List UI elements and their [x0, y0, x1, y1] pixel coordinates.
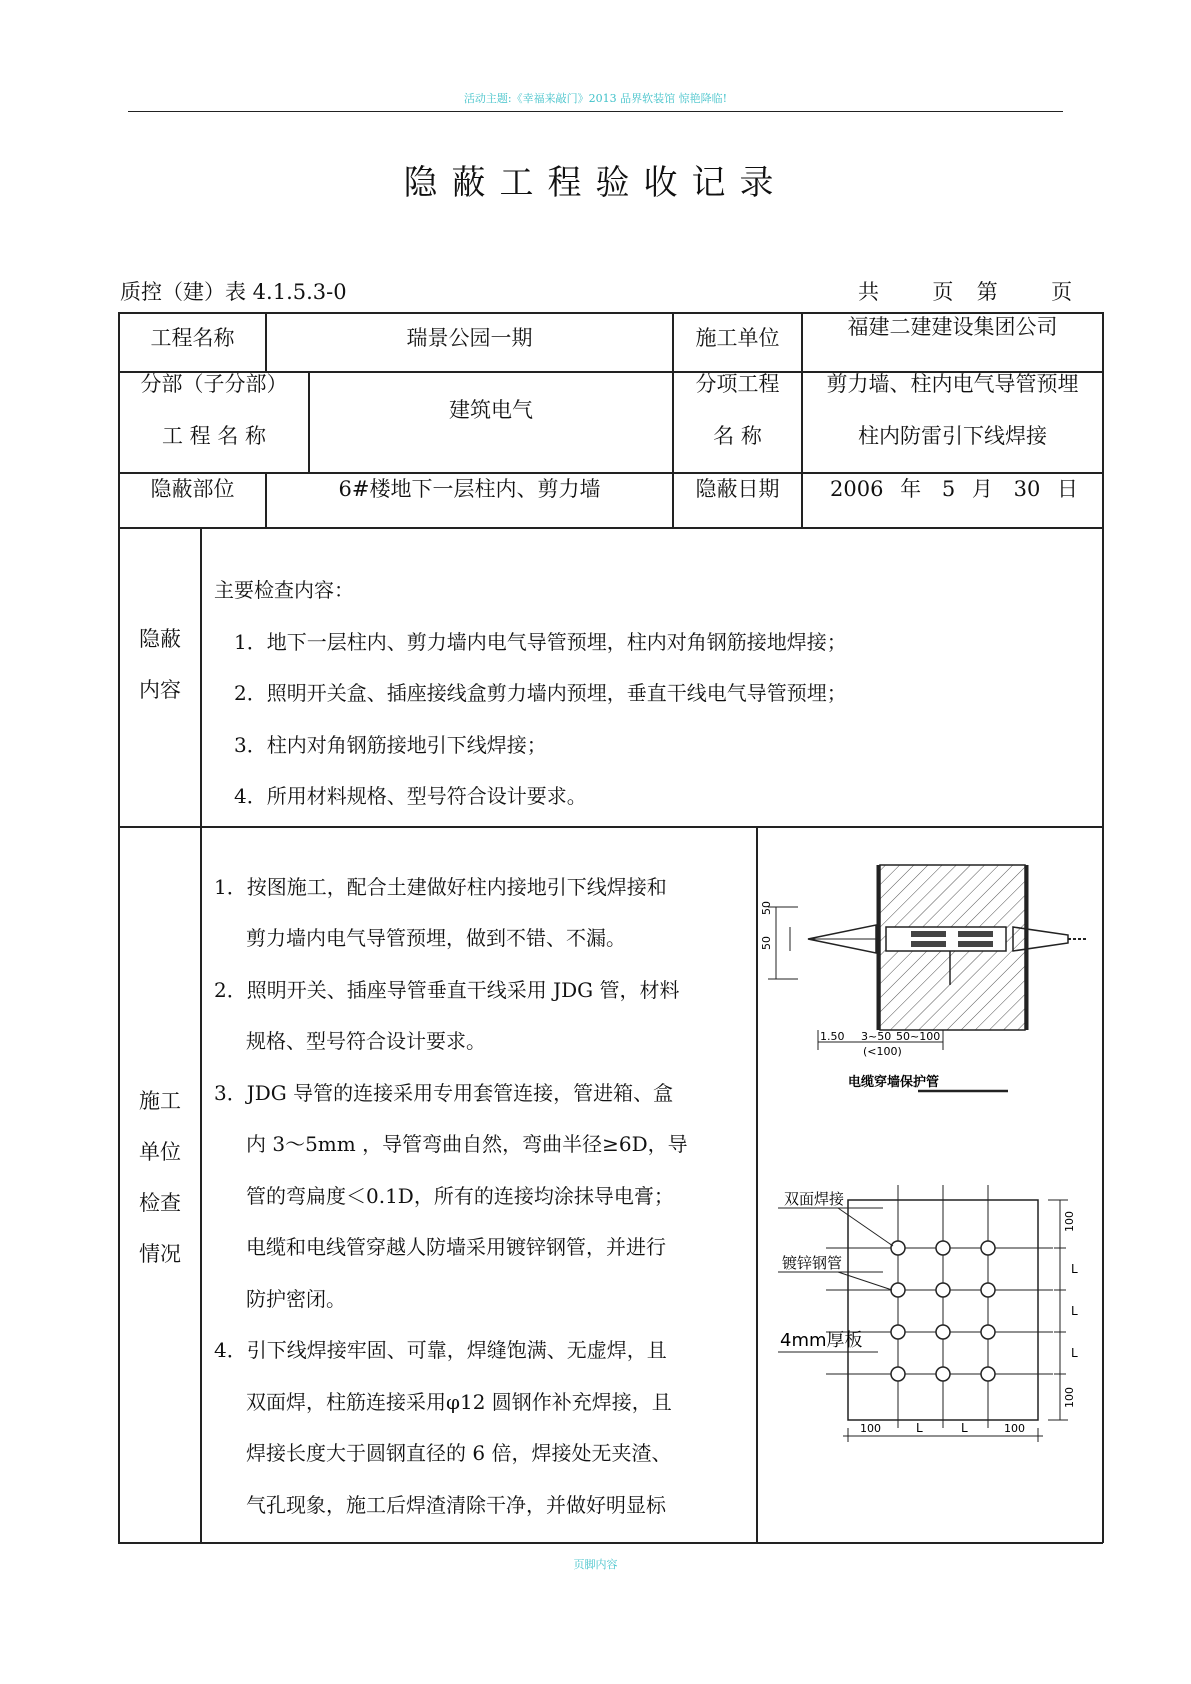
inspection-line-8: 电缆和电线管穿越人防墙采用镀锌钢管，并进行 [246, 1235, 666, 1259]
inspection-line-3: 2．照明开关、插座导管垂直干线采用 JDG 管，材料 [214, 978, 680, 1002]
content-label-line2: 内容 [139, 678, 181, 702]
page-title: 隐蔽工程验收记录 [403, 163, 788, 203]
subitem-value-line1: 剪力墙、柱内电气导管预埋 [826, 372, 1079, 396]
drawing1-caption: 电缆穿墙保护管 [848, 1075, 940, 1090]
weld-grid-drawing [768, 1180, 1098, 1450]
date-value [830, 479, 1102, 500]
inspection-line-1: 1．按图施工，配合土建做好柱内接地引下线焊接和 [214, 875, 667, 899]
division-value: 建筑电气 [449, 398, 533, 422]
inspection-line-5: 3．JDG 导管的连接采用专用套管连接，管进箱、盒 [214, 1081, 674, 1105]
form-code: 质控（建）表 4.1.5.3-0 [120, 280, 347, 304]
inspection-label-line3: 检查 [139, 1191, 181, 1215]
inspection-line-10: 4．引下线焊接牢固、可靠，焊缝饱满、无虚焊，且 [214, 1338, 667, 1362]
content-item-3: 3．柱内对角钢筋接地引下线焊接； [234, 733, 547, 757]
division-label-line1: 分部（子分部） [140, 372, 288, 396]
contractor-label: 施工单位 [695, 326, 780, 350]
inspection-label-line1: 施工 [139, 1089, 181, 1113]
content-item-4: 4．所用材料规格、型号符合设计要求。 [234, 784, 587, 808]
project-name-label: 工程名称 [150, 326, 235, 350]
inspection-line-7: 管的弯扁度＜0.1D，所有的连接均涂抹导电膏； [246, 1184, 674, 1208]
dim-100-top: 100 [1063, 1211, 1076, 1232]
content-label-line1: 隐蔽 [139, 627, 181, 651]
date-month: 5 [941, 477, 956, 501]
location-value: 6#楼地下一层柱内、剪力墙 [338, 477, 601, 501]
label-double-weld: 双面焊接 [784, 1190, 845, 1208]
dim-L-3: L [1071, 1346, 1078, 1360]
header-note: 活动主题:《幸福来敲门》2013 品界软装馆 惊艳降临! [463, 92, 728, 105]
dim-100-right: 100 [1004, 1422, 1025, 1435]
dim-L-4: L [916, 1421, 923, 1435]
dim-4: (<100) [863, 1045, 902, 1058]
dim-L-1: L [1071, 1262, 1078, 1276]
date-day: 30 [1013, 477, 1041, 501]
location-label: 隐蔽部位 [150, 477, 235, 501]
label-galvanized-pipe: 镀锌钢管 [782, 1254, 843, 1272]
date-year: 2006 [830, 477, 884, 501]
inspection-line-4: 规格、型号符合设计要求。 [246, 1029, 486, 1053]
dim-left-1: 50 [760, 936, 773, 950]
page-total-suffix: 页 [932, 280, 954, 304]
header-rule [128, 111, 1063, 112]
date-year-unit: 年 [900, 477, 922, 501]
inspection-line-11: 双面焊，柱筋连接采用φ12 圆钢作补充焊接，且 [246, 1390, 672, 1414]
content-item-2: 2．照明开关盒、插座接线盒剪力墙内预埋，垂直干线电气导管预埋； [234, 681, 847, 705]
content-heading: 主要检查内容： [214, 578, 354, 602]
page-number-prefix: 第 [976, 280, 998, 304]
division-label-line2: 工 程 名 称 [161, 424, 267, 448]
dim-3: 50~100 [896, 1030, 941, 1043]
content-item-1: 1．地下一层柱内、剪力墙内电气导管预埋，柱内对角钢筋接地焊接； [234, 630, 847, 654]
inspection-line-6: 内 3～5mm ，导管弯曲自然，弯曲半径≥6D，导 [246, 1132, 688, 1156]
project-name-value: 瑞景公园一期 [406, 326, 533, 350]
date-label: 隐蔽日期 [695, 477, 780, 501]
dim-100-left: 100 [860, 1422, 881, 1435]
inspection-label-line4: 情况 [139, 1242, 181, 1266]
subitem-value-line2: 柱内防雷引下线焊接 [858, 424, 1047, 448]
page-total-prefix: 共 [858, 280, 879, 304]
inspection-line-12: 焊接长度大于圆钢直径的 6 倍，焊接处无夹渣、 [246, 1441, 672, 1465]
inspection-line-9: 防护密闭。 [246, 1287, 346, 1311]
inspection-label-line2: 单位 [139, 1140, 181, 1164]
subitem-label-line1: 分项工程 [695, 372, 780, 396]
dim-L-2: L [1071, 1304, 1078, 1318]
wall-penetration-drawing [760, 855, 1098, 1095]
dim-100-bottom: 100 [1063, 1387, 1076, 1408]
dim-L-5: L [961, 1421, 968, 1435]
page-number-suffix: 页 [1051, 280, 1073, 304]
inspection-line-2: 剪力墙内电气导管预埋，做到不错、不漏。 [246, 926, 626, 950]
dim-left-2: 50 [760, 901, 773, 915]
inspection-line-13: 气孔现象，施工后焊渣清除干净，并做好明显标 [246, 1493, 666, 1517]
contractor-value: 福建二建建设集团公司 [847, 315, 1058, 339]
subitem-label-line2: 名 称 [713, 424, 762, 448]
footer: 页脚内容 [573, 1558, 618, 1571]
date-month-unit: 月 [971, 477, 993, 501]
page-count [858, 276, 1072, 306]
dim-2: 3~50 [861, 1030, 892, 1043]
label-plate-thickness: 4mm厚板 [780, 1330, 863, 1351]
date-day-unit: 日 [1057, 477, 1078, 501]
dim-1: 1.50 [820, 1030, 845, 1043]
